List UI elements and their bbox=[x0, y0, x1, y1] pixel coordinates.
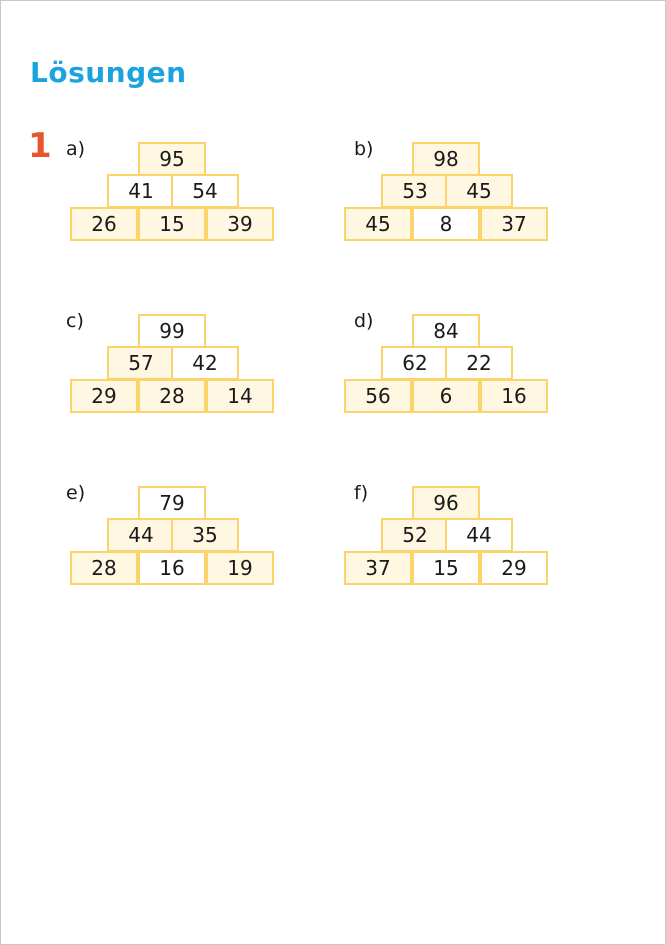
number-pyramid-a bbox=[66, 138, 274, 244]
pyramid-top-cell: 99 bbox=[138, 314, 206, 348]
pyramid-bottom-cell: 56 bbox=[344, 379, 412, 413]
pyramid-middle-cell: 52 bbox=[381, 518, 449, 552]
pyramid-label: d) bbox=[354, 310, 374, 332]
pyramid-bottom-cell: 15 bbox=[412, 551, 480, 585]
pyramid-bottom-cell: 15 bbox=[138, 207, 206, 241]
pyramid-bottom-cell: 14 bbox=[206, 379, 274, 413]
pyramid-bottom-cell: 19 bbox=[206, 551, 274, 585]
pyramid-label: e) bbox=[66, 482, 86, 504]
pyramid-middle-cell: 53 bbox=[381, 174, 449, 208]
pyramid-label: f) bbox=[354, 482, 369, 504]
pyramid-bottom-cell: 8 bbox=[412, 207, 480, 241]
pyramid-top-cell: 96 bbox=[412, 486, 480, 520]
pyramid-middle-cell: 57 bbox=[107, 346, 175, 380]
pyramid-bottom-cell: 29 bbox=[70, 379, 138, 413]
pyramid-middle-cell: 45 bbox=[445, 174, 513, 208]
pyramid-bottom-cell: 16 bbox=[138, 551, 206, 585]
number-pyramid-f bbox=[344, 484, 548, 588]
pyramid-label: c) bbox=[66, 310, 84, 332]
pyramid-bottom-cell: 6 bbox=[412, 379, 480, 413]
pyramid-bottom-cell: 37 bbox=[344, 551, 412, 585]
pyramid-top-cell: 84 bbox=[412, 314, 480, 348]
pyramid-top-cell: 95 bbox=[138, 142, 206, 176]
pyramid-label: a) bbox=[66, 138, 86, 160]
pyramid-bottom-cell: 37 bbox=[480, 207, 548, 241]
pyramid-middle-cell: 54 bbox=[171, 174, 239, 208]
pyramid-bottom-cell: 28 bbox=[138, 379, 206, 413]
pyramid-middle-cell: 44 bbox=[445, 518, 513, 552]
pyramid-bottom-cell: 28 bbox=[70, 551, 138, 585]
pyramid-middle-cell: 62 bbox=[381, 346, 449, 380]
pyramid-bottom-cell: 39 bbox=[206, 207, 274, 241]
number-pyramid-c bbox=[66, 310, 274, 416]
pyramid-top-cell: 98 bbox=[412, 142, 480, 176]
pyramid-middle-cell: 42 bbox=[171, 346, 239, 380]
page-title: Lösungen bbox=[30, 56, 187, 89]
pyramid-label: b) bbox=[354, 138, 374, 160]
number-pyramid-d bbox=[344, 312, 548, 416]
pyramid-top-cell: 79 bbox=[138, 486, 206, 520]
pyramid-bottom-cell: 26 bbox=[70, 207, 138, 241]
task-number: 1 bbox=[28, 126, 52, 166]
pyramid-bottom-cell: 29 bbox=[480, 551, 548, 585]
pyramid-middle-cell: 35 bbox=[171, 518, 239, 552]
pyramid-middle-cell: 41 bbox=[107, 174, 175, 208]
pyramid-middle-cell: 22 bbox=[445, 346, 513, 380]
pyramid-middle-cell: 44 bbox=[107, 518, 175, 552]
pyramid-bottom-cell: 45 bbox=[344, 207, 412, 241]
number-pyramid-e bbox=[66, 482, 274, 588]
number-pyramid-b bbox=[344, 140, 548, 244]
pyramid-bottom-cell: 16 bbox=[480, 379, 548, 413]
